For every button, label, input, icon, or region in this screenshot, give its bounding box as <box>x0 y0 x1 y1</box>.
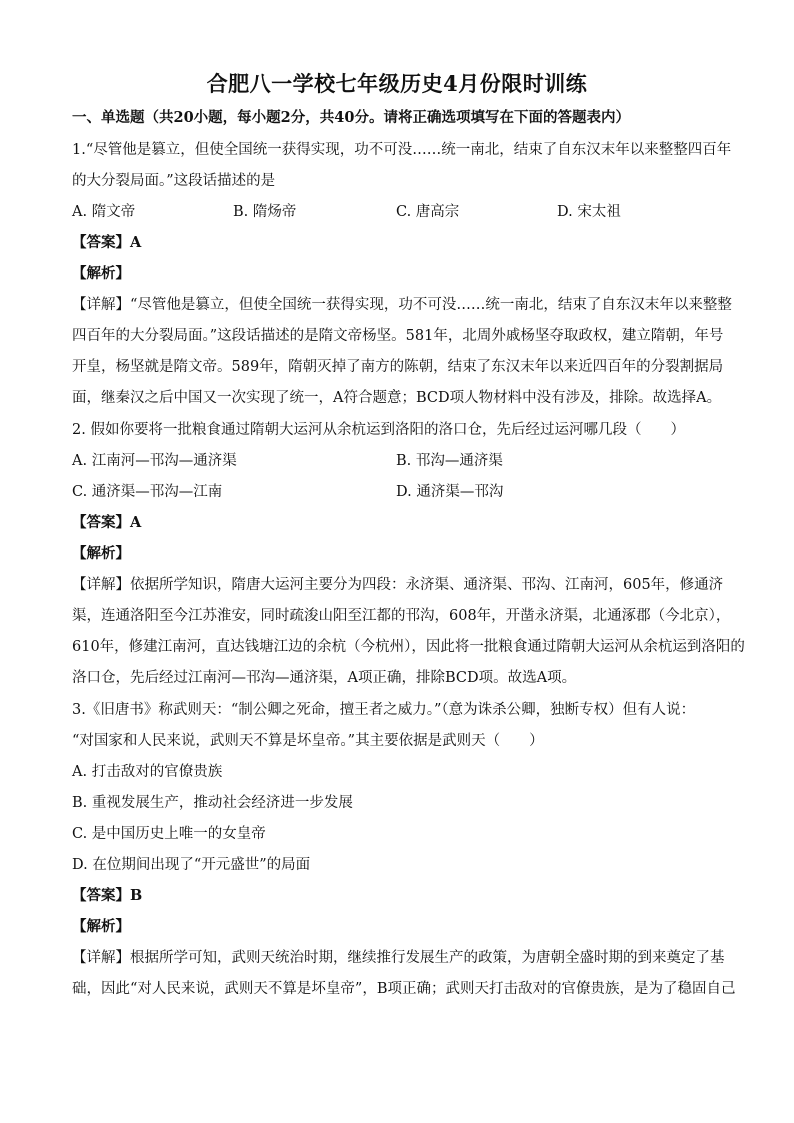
q3-option-a: A. 打击敌对的官僚贵族 <box>72 764 223 780</box>
q2-option-a: A. 江南河—邗沟—通济渠 <box>72 453 237 469</box>
q1-stem-line-2: 的大分裂局面。”这段话描述的是 <box>72 173 276 189</box>
page-title: 合肥八一学校七年级历史4月份限时训练 <box>206 71 588 96</box>
q3-detail-line-1: 【详解】根据所学可知，武则天统治时期，继续推行发展生产的政策，为唐朝全盛时期的到来奠定了基 <box>72 950 725 966</box>
q1-option-c: C. 唐高宗 <box>396 204 460 220</box>
q1-detail-line-3: 开皇，杨坚就是隋文帝。589年，隋朝灭掉了南方的陈朝，结束了东汉末年以来近四百年的分裂割据局 <box>72 359 724 375</box>
q3-analysis-label: 【解析】 <box>72 918 130 935</box>
q1-detail-line-4: 面，继秦汉之后中国又一次实现了统一，A符合题意；BCD项人物材料中没有涉及，排除。故选择A。 <box>72 390 722 406</box>
q3-option-b: B. 重视发展生产，推动社会经济进一步发展 <box>72 795 353 811</box>
q2-detail-line-1: 【详解】依据所学知识，隋唐大运河主要分为四段：永济渠、通济渠、邗沟、江南河，605年，修通济 <box>72 577 724 593</box>
q1-option-d: D. 宋太祖 <box>557 204 621 220</box>
q2-analysis-label: 【解析】 <box>72 545 130 562</box>
q3-detail-line-2: 础，因此“对人民来说，武则天不算是坏皇帝”，B项正确；武则天打击敌对的官僚贵族，是为了稳固自己 <box>72 981 736 997</box>
q1-detail-line-2: 四百年的大分裂局面。”这段话描述的是隋文帝杨坚。581年，北周外戚杨坚夺取政权，建立隋朝，年号 <box>72 328 724 344</box>
q3-answer: 【答案】B <box>72 887 143 904</box>
q1-answer: 【答案】A <box>72 234 142 251</box>
q3-option-d: D. 在位期间出现了“开元盛世”的局面 <box>72 857 311 873</box>
q2-option-b: B. 邗沟—通济渠 <box>396 453 503 469</box>
q1-option-a: A. 隋文帝 <box>72 204 136 220</box>
q2-detail-line-2: 渠，连通洛阳至今江苏淮安，同时疏浚山阳至江都的邗沟，608年，开凿永济渠，北通涿郡（今北京）， <box>72 608 731 624</box>
q3-stem-line-1: 3.《旧唐书》称武则天：“制公卿之死命，擅王者之威力。”（意为诛杀公卿，独断专权）但有人说： <box>72 702 696 718</box>
q2-answer: 【答案】A <box>72 514 142 531</box>
q3-stem-line-2: “对国家和人民来说，武则天不算是坏皇帝。”其主要依据是武则天（ ） <box>72 733 544 749</box>
q1-analysis-label: 【解析】 <box>72 265 130 282</box>
q2-detail-line-3: 610年，修建江南河，直达钱塘江边的余杭（今杭州），因此将一批粮食通过隋朝大运河从余杭运到洛阳的 <box>72 639 745 655</box>
q1-option-b: B. 隋炀帝 <box>233 204 297 220</box>
q2-stem-line-1: 2. 假如你要将一批粮食通过隋朝大运河从余杭运到洛阳的洛口仓，先后经过运河哪几段（ ） <box>72 422 685 438</box>
q2-option-c: C. 通济渠—邗沟—江南 <box>72 484 223 500</box>
q2-detail-line-4: 洛口仓，先后经过江南河—邗沟—通济渠，A项正确，排除BCD项。故选A项。 <box>72 670 577 686</box>
q1-stem-line-1: 1.“尽管他是篡立，但使全国统一获得实现，功不可没……统一南北，结束了自东汉末年以来整整四百年 <box>72 142 732 158</box>
q3-option-c: C. 是中国历史上唯一的女皇帝 <box>72 826 266 842</box>
q2-option-d: D. 通济渠—邗沟 <box>396 484 504 500</box>
q1-detail-line-1: 【详解】“尽管他是篡立，但使全国统一获得实现，功不可没……统一南北，结束了自东汉末年以来整整 <box>72 297 732 313</box>
section-heading: 一、单选题（共20小题，每小题2分，共40分。请将正确选项填写在下面的答题表内） <box>72 109 630 126</box>
